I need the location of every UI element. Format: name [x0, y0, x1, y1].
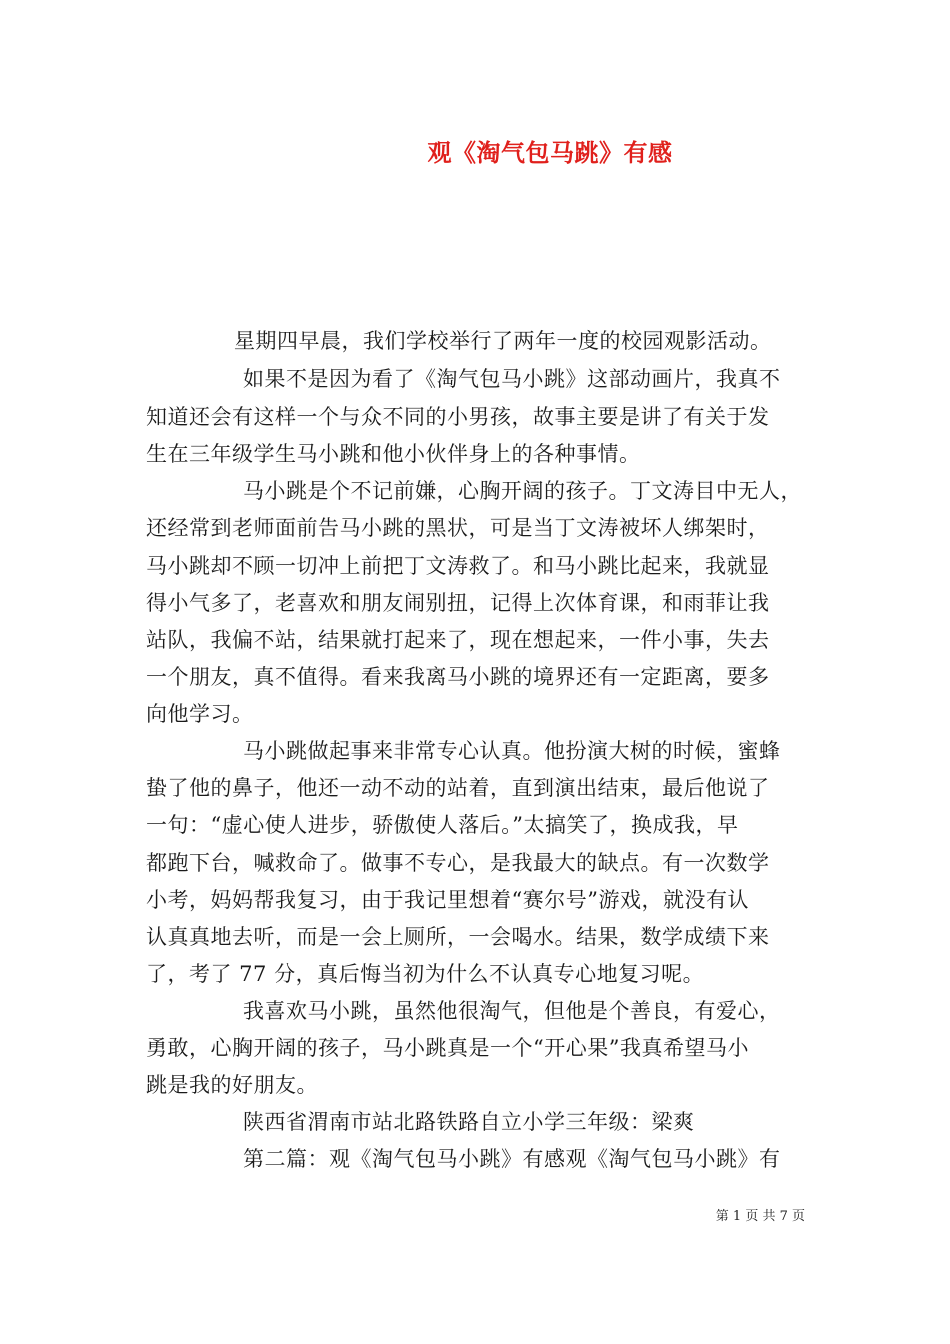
text-line: 勇敢，心胸开阔的孩子，马小跳真是一个“开心果”我真希望马小	[146, 1036, 749, 1060]
text-line: 马小跳是个不记前嫌，心胸开阔的孩子。丁文涛目中无人，	[243, 479, 802, 503]
text-line: 得小气多了，老喜欢和朋友闹别扭，记得上次体育课，和雨菲让我	[146, 591, 770, 615]
text-line: 蛰了他的鼻子，他还一动不动的站着，直到演出结束，最后他说了	[146, 776, 770, 800]
text-line: 小考，妈妈帮我复习，由于我记里想着“赛尔号”游戏，就没有认	[146, 888, 749, 912]
text-line: 了，考了 77 分，真后悔当初为什么不认真专心地复习呢。	[146, 962, 705, 986]
text-line: 如果不是因为看了《淘气包马小跳》这部动画片，我真不	[243, 367, 781, 391]
text-line: 站队，我偏不站，结果就打起来了，现在想起来，一件小事，失去	[146, 628, 770, 652]
text-line: 马小跳做起事来非常专心认真。他扮演大树的时候，蜜蜂	[243, 739, 781, 763]
text-line: 都跑下台，喊救命了。做事不专心，是我最大的缺点。有一次数学	[146, 851, 770, 875]
text-line: 一句：“虚心使人进步，骄傲使人落后。”太搞笑了，换成我，早	[146, 813, 739, 837]
text-line: 陕西省渭南市站北路铁路自立小学三年级：梁爽	[243, 1110, 695, 1134]
page-number: 第 1 页 共 7 页	[715, 1209, 805, 1224]
text-line: 还经常到老师面前告马小跳的黑状，可是当丁文涛被坏人绑架时，	[146, 516, 770, 540]
text-line: 一个朋友，真不值得。看来我离马小跳的境界还有一定距离，要多	[146, 665, 770, 689]
text-line: 第二篇：观《淘气包马小跳》有感观《淘气包马小跳》有	[243, 1147, 781, 1171]
text-line: 生在三年级学生马小跳和他小伙伴身上的各种事情。	[146, 442, 641, 466]
text-line: 我喜欢马小跳，虽然他很淘气，但他是个善良，有爱心，	[243, 999, 781, 1023]
text-line: 认真真地去听，而是一会上厕所，一会喝水。结果，数学成绩下来	[146, 925, 770, 949]
text-line: 马小跳却不顾一切冲上前把丁文涛救了。和马小跳比起来，我就显	[146, 554, 770, 578]
text-line: 知道还会有这样一个与众不同的小男孩，故事主要是讲了有关于发	[146, 405, 770, 429]
text-line: 星期四早晨，我们学校举行了两年一度的校园观影活动。	[234, 329, 772, 353]
text-line: 跳是我的好朋友。	[146, 1073, 318, 1097]
text-line: 向他学习。	[146, 702, 254, 726]
document-title: 观《淘气包马跳》有感	[427, 138, 673, 167]
